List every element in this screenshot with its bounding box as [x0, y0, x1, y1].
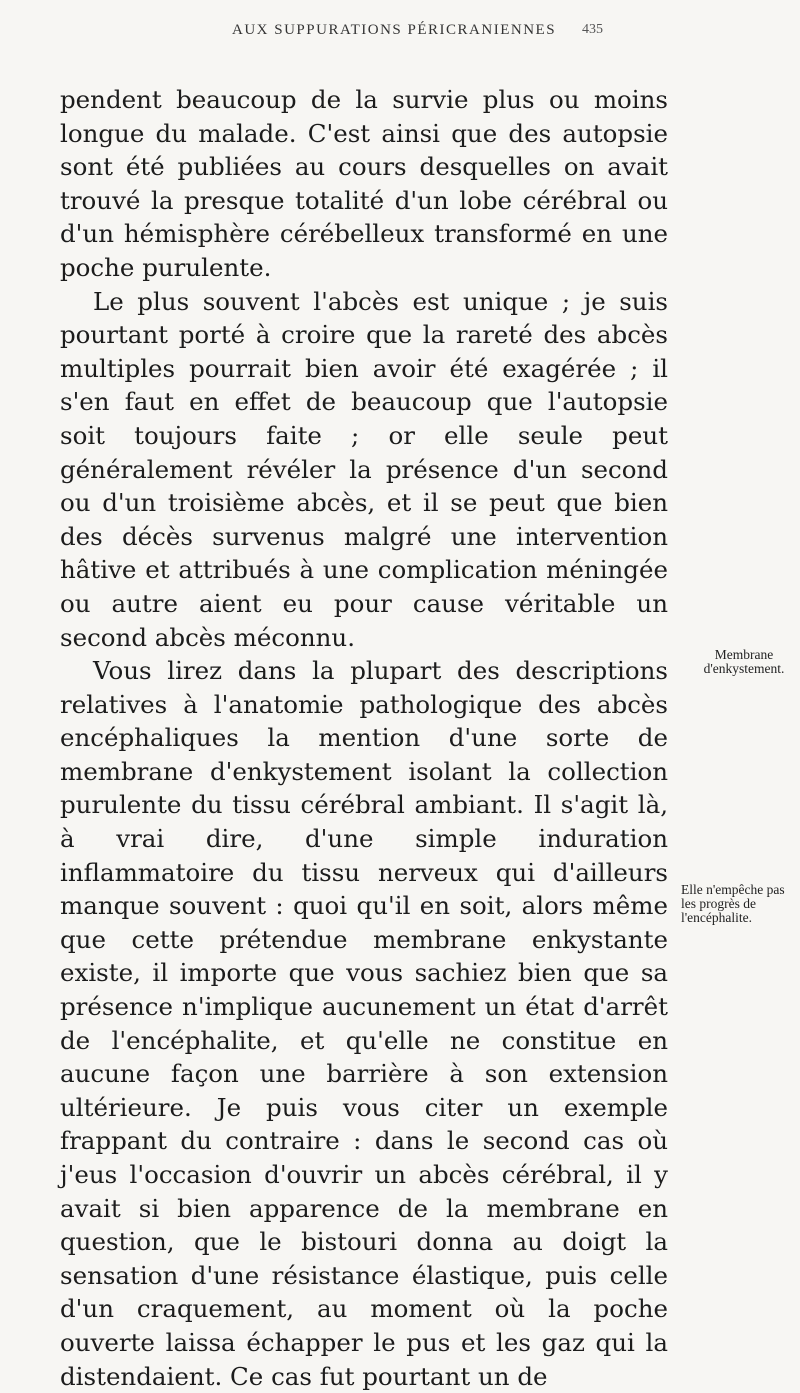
- paragraph-2: Le plus souvent l'abcès est unique ; je suis pourtant porté à croire que la rareté des abcès multiples pourrait bien avoir été exagérée ; il s'en faut en effet de beaucoup que l'autopsie soit toujours faite ; or elle seule peut généralement révéler la présence d'un second ou d'un troisième abcès, et il se peut que bien des décès survenus malgré une intervention hâtive et attribués à une complication méningée ou autre aient eu pour cause véritable un second abcès méconnu.: [60, 286, 668, 652]
- running-title: AUX SUPPURATIONS PÉRICRANIENNES: [232, 22, 557, 38]
- page-header: [0, 8, 800, 48]
- margin-note-encephalite: Elle n'empêche pas les progrès de l'encéphalite.: [681, 882, 785, 925]
- paragraph-3: Vous lirez dans la plupart des descriptions relatives à l'anatomie pathologique des abcès encéphaliques la mention d'une sorte de membrane d'enkystement isolant la collection purulente du tissu cérébral ambiant. Il s'agit là, à vrai dire, d'une simple induration inflammatoire du tissu nerveux qui d'ailleurs manque souvent : quoi qu'il en soit, alors même que cette prétendue membrane enkystante existe, il importe que vous sachiez bien que sa présence n'implique aucunement un état d'arrêt de l'encéphalite, et qu'elle ne constitue en aucune façon une barrière à son extension ultérieure. Je puis vous citer un exemple frappant du contraire : dans le second cas où j'eus l'occasion d'ouvrir un abcès cérébral, il y avait si bien apparence de la membrane en question, que le bistouri donna au doigt la sensation d'une résistance élastique, puis celle d'un craquement, au moment où la poche ouverte laissa échapper le pus et les gaz qui la distendaient. Ce cas fut pourtant un de: [60, 656, 668, 1391]
- paragraph-1: pendent beaucoup de la survie plus ou moins longue du malade. C'est ainsi que des autopsie sont été publiées au cours desquelles on avait trouvé la presque totalité d'un lobe cérébral ou d'un hémisphère cérébelleux transformé en une poche purulente.: [60, 85, 668, 282]
- body-text: [60, 83, 668, 1393]
- margin-note-membrane: Membrane d'enkystement.: [703, 647, 785, 676]
- page-number: 435: [582, 22, 603, 37]
